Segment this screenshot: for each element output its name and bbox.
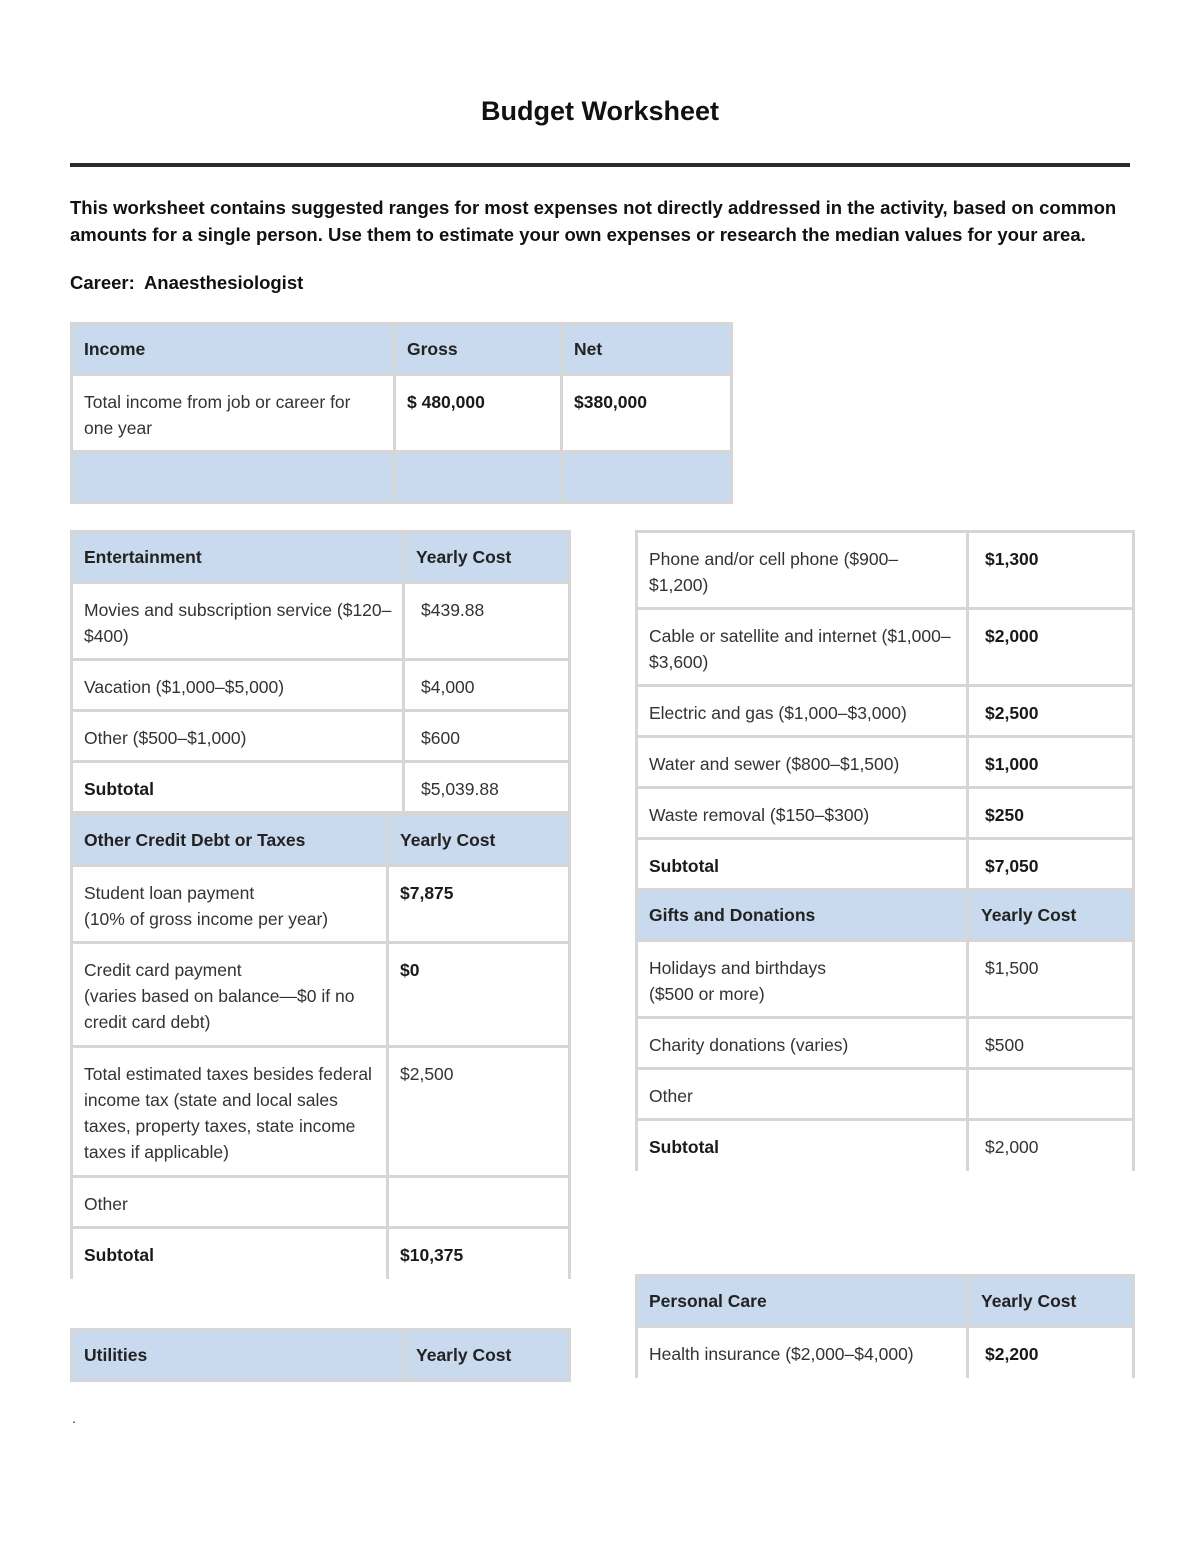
credit-card-value[interactable]: $0 [388,943,570,1047]
credit-taxes-table [70,813,571,1279]
income-label: Total income from job or career for one year [72,375,395,452]
credit-card-line1: Credit card payment [84,960,242,980]
student-loan-line2: (10% of gross income per year) [84,909,329,929]
gross-header: Gross [395,324,562,375]
utilities-header-row [72,1330,570,1381]
subtotal-label: Subtotal [72,1228,388,1279]
cable-value[interactable]: $2,000 [968,609,1134,686]
gifts-other-label: Other [637,1069,968,1120]
waste-label: Waste removal ($150–$300) [637,788,968,839]
yearly-cost-header: Yearly Cost [388,815,570,866]
empty-cell [395,452,562,503]
utilities-header: Utilities [72,1330,404,1381]
net-value[interactable]: $380,000 [562,375,732,452]
empty-cell [72,452,395,503]
personal-header-row [637,1276,1134,1327]
gross-value[interactable]: $ 480,000 [395,375,562,452]
personal-care-table [635,1274,1135,1378]
career-label: Career: [70,272,135,293]
taxes-label: Total estimated taxes besides federal income tax (state and local sales taxes, property taxes, state income taxes if applicable) [72,1047,388,1177]
table-row [72,1177,570,1228]
table-row [72,660,570,711]
student-loan-line1: Student loan payment [84,883,255,903]
subtotal-row [637,839,1134,890]
table-row [637,1069,1134,1120]
utilities-gifts-table [635,530,1135,1171]
credit-other-label: Other [72,1177,388,1228]
income-header: Income [72,324,395,375]
taxes-value[interactable]: $2,500 [388,1047,570,1177]
subtotal-label: Subtotal [72,762,404,813]
gifts-other-value[interactable] [968,1069,1134,1120]
yearly-cost-header: Yearly Cost [968,890,1134,941]
electric-label: Electric and gas ($1,000–$3,000) [637,686,968,737]
cable-label: Cable or satellite and internet ($1,000–$3,600) [637,609,968,686]
table-row [637,609,1134,686]
subtotal-value[interactable]: $5,039.88 [404,762,570,813]
yearly-cost-header: Yearly Cost [968,1276,1134,1327]
utilities-header-table [70,1328,571,1382]
subtotal-row [72,1228,570,1279]
waste-value[interactable]: $250 [968,788,1134,839]
page-title: Budget Worksheet [480,96,720,126]
income-table [70,322,733,504]
entertainment-header-row [72,532,570,583]
yearly-cost-header: Yearly Cost [404,1330,570,1381]
yearly-cost-header: Yearly Cost [404,532,570,583]
other-value[interactable]: $600 [404,711,570,762]
subtotal-value[interactable]: $2,000 [968,1120,1134,1171]
table-row [72,711,570,762]
entertainment-table [70,530,571,814]
movies-label: Movies and subscription service ($120–$400) [72,583,404,660]
vacation-value[interactable]: $4,000 [404,660,570,711]
table-row [637,532,1134,609]
credit-header: Other Credit Debt or Taxes [72,815,388,866]
electric-value[interactable]: $2,500 [968,686,1134,737]
other-label: Other ($500–$1,000) [72,711,404,762]
subtotal-value[interactable]: $10,375 [388,1228,570,1279]
title-divider [70,163,1130,167]
table-row [72,866,570,943]
table-row [72,375,732,452]
charity-value[interactable]: $500 [968,1018,1134,1069]
credit-card-line2: (varies based on balance—$0 if no credit card debt) [84,986,355,1032]
table-row [637,788,1134,839]
entertainment-header: Entertainment [72,532,404,583]
holidays-line2: ($500 or more) [649,984,765,1004]
subtotal-label: Subtotal [637,839,968,890]
subtotal-row [72,762,570,813]
holidays-line1: Holidays and birthdays [649,958,827,978]
holidays-value[interactable]: $1,500 [968,941,1134,1018]
phone-value[interactable]: $1,300 [968,532,1134,609]
movies-value[interactable]: $439.88 [404,583,570,660]
table-row [637,1018,1134,1069]
student-loan-value[interactable]: $7,875 [388,866,570,943]
credit-card-label [72,943,388,1047]
income-empty-row [72,452,732,503]
table-row [72,943,570,1047]
health-insurance-value[interactable]: $2,200 [968,1327,1134,1378]
income-header-row [72,324,732,375]
page-mark: . [72,1410,76,1426]
personal-care-header: Personal Care [637,1276,968,1327]
water-value[interactable]: $1,000 [968,737,1134,788]
phone-label: Phone and/or cell phone ($900–$1,200) [637,532,968,609]
intro-paragraph: This worksheet contains suggested ranges for most expenses not directly addressed in the activity, based on common amounts for a single person. Use them to estimate your own expenses or research the median values for your area. [70,197,1117,245]
charity-label: Charity donations (varies) [637,1018,968,1069]
career-line [70,272,303,294]
career-value: Anaesthesiologist [143,272,304,293]
subtotal-value[interactable]: $7,050 [968,839,1134,890]
table-row [637,686,1134,737]
net-header: Net [562,324,732,375]
gifts-header-row [637,890,1134,941]
subtotal-label: Subtotal [637,1120,968,1171]
table-row [637,941,1134,1018]
table-row [637,737,1134,788]
credit-other-value[interactable] [388,1177,570,1228]
holidays-label [637,941,968,1018]
table-row [72,583,570,660]
table-row [637,1327,1134,1378]
vacation-label: Vacation ($1,000–$5,000) [72,660,404,711]
water-label: Water and sewer ($800–$1,500) [637,737,968,788]
health-insurance-label: Health insurance ($2,000–$4,000) [637,1327,968,1378]
student-loan-label [72,866,388,943]
empty-cell [562,452,732,503]
gifts-header: Gifts and Donations [637,890,968,941]
table-row [72,1047,570,1177]
credit-header-row [72,815,570,866]
subtotal-row [637,1120,1134,1171]
